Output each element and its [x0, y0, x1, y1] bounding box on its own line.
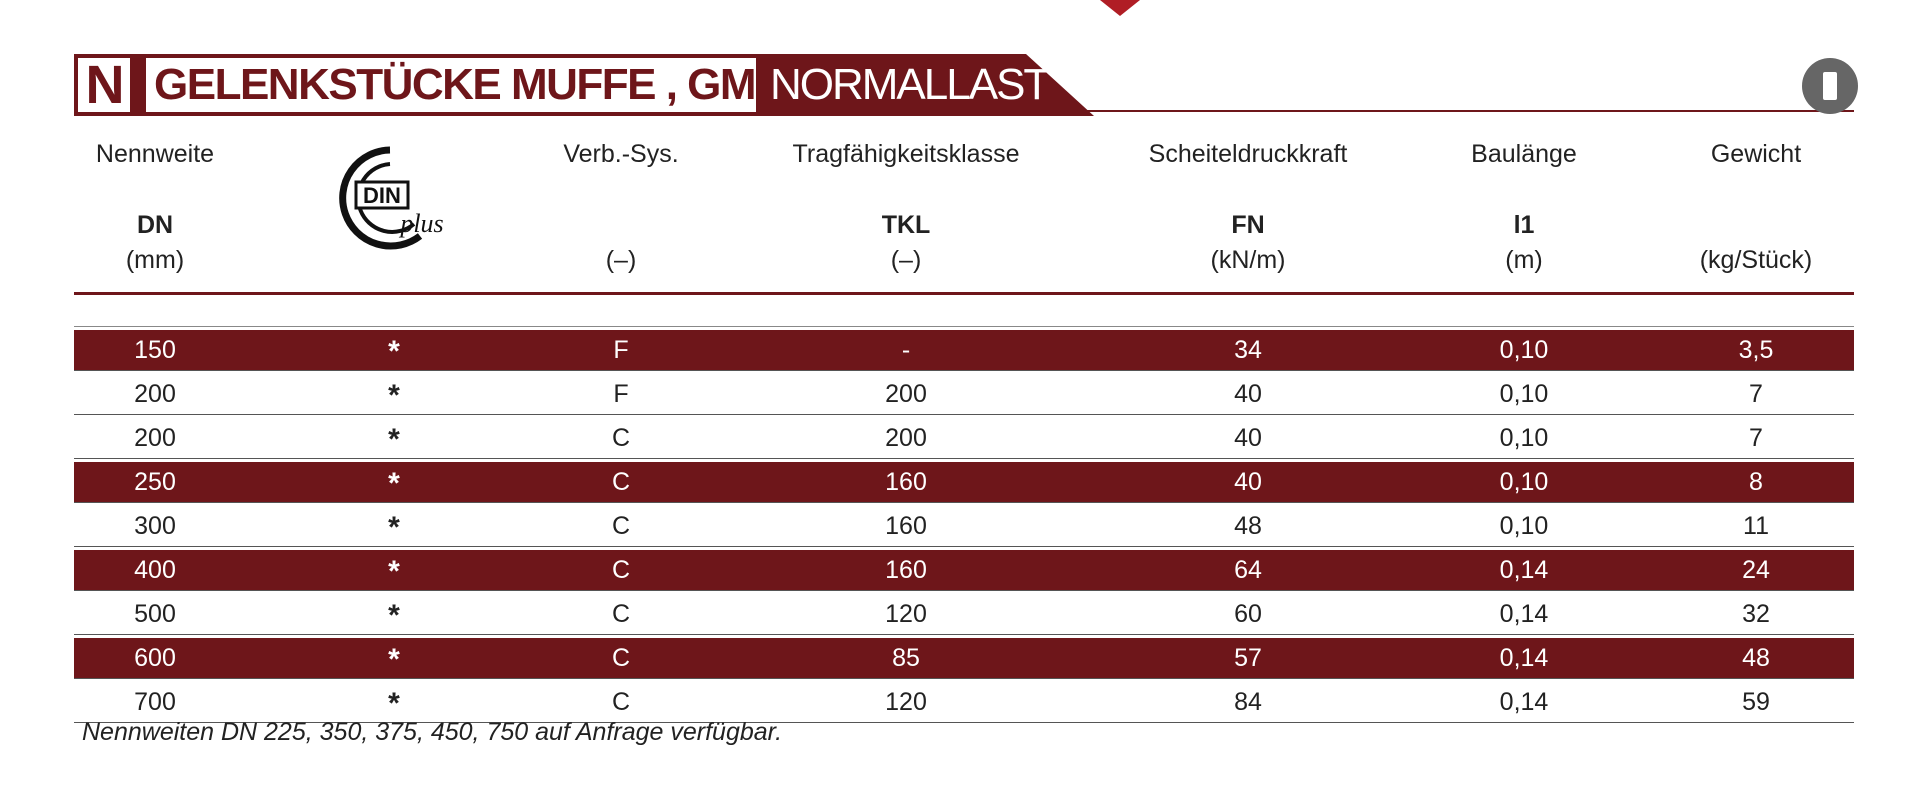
- cell-verb-sys: C: [611, 600, 631, 628]
- cell-tkl: 85: [892, 644, 920, 672]
- cell-verb-sys: F: [613, 336, 629, 364]
- column-unit: (–): [605, 246, 637, 274]
- column-unit: (kN/m): [1210, 246, 1286, 274]
- column-label: Tragfähigkeitsklasse: [792, 140, 1020, 168]
- cell-tkl: -: [901, 336, 911, 364]
- column-unit: (mm): [125, 246, 185, 274]
- cell-nennweite: 200: [134, 424, 176, 452]
- cell-nennweite: 300: [134, 512, 176, 540]
- column-label: Verb.-Sys.: [563, 140, 679, 168]
- cell-nennweite: 400: [134, 556, 176, 584]
- cell-verb-sys: C: [611, 424, 631, 452]
- din-plus-logo: [330, 144, 460, 254]
- cell-fn: 57: [1234, 644, 1262, 672]
- cell-gewicht: 8: [1749, 468, 1763, 496]
- column-symbol: l1: [1513, 211, 1535, 239]
- cell-baulaenge: 0,10: [1499, 424, 1549, 452]
- cell-verb-sys: C: [611, 468, 631, 496]
- cell-baulaenge: 0,14: [1499, 688, 1549, 716]
- cell-nennweite: 500: [134, 600, 176, 628]
- data-table: [74, 330, 1854, 726]
- cell-nennweite: 250: [134, 468, 176, 496]
- cell-din-mark: *: [388, 335, 400, 368]
- cell-gewicht: 24: [1742, 556, 1770, 584]
- cell-verb-sys: C: [611, 644, 631, 672]
- cell-fn: 60: [1234, 600, 1262, 628]
- cell-gewicht: 32: [1742, 600, 1770, 628]
- cell-tkl: 200: [885, 380, 927, 408]
- cell-baulaenge: 0,10: [1499, 468, 1549, 496]
- cell-nennweite: 700: [134, 688, 176, 716]
- cell-gewicht: 11: [1743, 512, 1769, 540]
- cell-din-mark: *: [388, 511, 400, 544]
- section-header: [74, 54, 1854, 116]
- cell-din-mark: *: [388, 555, 400, 588]
- cell-tkl: 160: [885, 512, 927, 540]
- cell-nennweite: 200: [134, 380, 176, 408]
- cell-nennweite: 600: [134, 644, 176, 672]
- cell-gewicht: 3,5: [1738, 336, 1774, 364]
- column-unit: (kg/Stück): [1699, 246, 1813, 274]
- cell-fn: 34: [1234, 336, 1262, 364]
- info-icon[interactable]: [1802, 58, 1858, 114]
- cell-tkl: 160: [885, 556, 927, 584]
- column-unit: (m): [1505, 246, 1543, 274]
- cell-nennweite: 150: [134, 336, 176, 364]
- column-label: Gewicht: [1710, 140, 1802, 168]
- cell-fn: 84: [1234, 688, 1262, 716]
- table-row: [74, 550, 1854, 591]
- cell-fn: 40: [1234, 424, 1262, 452]
- cell-verb-sys: F: [613, 380, 629, 408]
- cell-baulaenge: 0,10: [1499, 380, 1549, 408]
- cell-tkl: 120: [885, 688, 927, 716]
- cell-tkl: 200: [885, 424, 927, 452]
- cell-baulaenge: 0,14: [1499, 556, 1549, 584]
- cell-fn: 64: [1234, 556, 1262, 584]
- cell-din-mark: *: [388, 467, 400, 500]
- cell-gewicht: 59: [1742, 688, 1770, 716]
- header-underline: [1064, 110, 1854, 112]
- cell-gewicht: 7: [1749, 380, 1763, 408]
- table-row: [74, 506, 1854, 547]
- table-row: [74, 594, 1854, 635]
- column-label: Nennweite: [95, 140, 215, 168]
- logo-din-text: DIN: [363, 183, 401, 208]
- table-row: [74, 638, 1854, 679]
- column-symbol: DN: [136, 211, 174, 239]
- cell-fn: 40: [1234, 468, 1262, 496]
- footnote: Nennweiten DN 225, 350, 375, 450, 750 auf Anfrage verfügbar.: [82, 718, 783, 746]
- cell-fn: 40: [1234, 380, 1262, 408]
- cell-verb-sys: C: [611, 556, 631, 584]
- table-row: [74, 462, 1854, 503]
- page-title: GELENKSTÜCKE MUFFE , GM: [146, 58, 756, 112]
- category-badge: N: [78, 58, 130, 112]
- cell-baulaenge: 0,14: [1499, 600, 1549, 628]
- cell-fn: 48: [1234, 512, 1262, 540]
- cell-verb-sys: C: [611, 688, 631, 716]
- logo-plus-text: plus: [400, 209, 444, 238]
- cell-tkl: 160: [885, 468, 927, 496]
- cell-gewicht: 7: [1749, 424, 1763, 452]
- table-row: [74, 330, 1854, 371]
- column-label: Scheiteldruckkraft: [1148, 140, 1348, 168]
- cell-tkl: 120: [885, 600, 927, 628]
- cell-din-mark: *: [388, 599, 400, 632]
- cell-baulaenge: 0,10: [1499, 336, 1549, 364]
- table-row: [74, 418, 1854, 459]
- cell-verb-sys: C: [611, 512, 631, 540]
- column-label: Baulänge: [1471, 140, 1577, 168]
- table-row: [74, 374, 1854, 415]
- cell-din-mark: *: [388, 379, 400, 412]
- top-marker: [1100, 0, 1140, 16]
- page-subtitle: NORMALLAST: [770, 60, 1049, 109]
- cell-gewicht: 48: [1742, 644, 1770, 672]
- cell-din-mark: *: [388, 643, 400, 676]
- column-symbol: TKL: [881, 211, 931, 239]
- cell-baulaenge: 0,14: [1499, 644, 1549, 672]
- table-top-rule: [74, 326, 1854, 327]
- table-row: [74, 682, 1854, 723]
- cell-din-mark: *: [388, 687, 400, 720]
- header-divider: [74, 292, 1854, 295]
- column-symbol: FN: [1231, 211, 1265, 239]
- cell-din-mark: *: [388, 423, 400, 456]
- cell-baulaenge: 0,10: [1499, 512, 1549, 540]
- column-unit: (–): [890, 246, 922, 274]
